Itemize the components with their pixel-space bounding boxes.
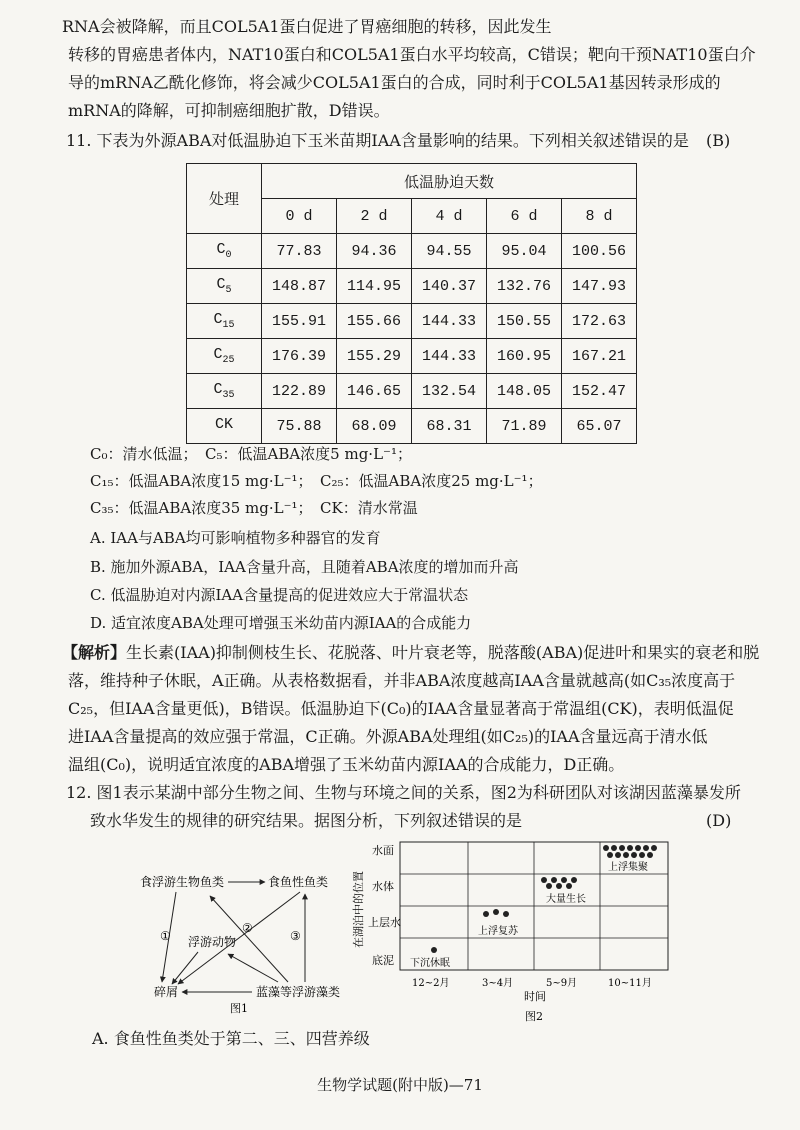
q12-stem-2: 致水华发生的规律的研究结果。据图分析，下列叙述错误的是 <box>90 811 523 830</box>
table-cell: 155.66 <box>337 304 412 339</box>
q12-answer: (D) <box>706 811 732 830</box>
table-cell: 68.31 <box>412 409 487 444</box>
day-header: 6 d <box>487 199 562 234</box>
q11-stem <box>66 130 689 152</box>
table-cell: 94.55 <box>412 234 487 269</box>
table-row-header: 处理 <box>187 164 262 234</box>
table-row <box>187 269 637 304</box>
stage-label: 上浮集聚 <box>608 862 648 873</box>
analysis-line-4: 进IAA含量提高的效应强于常温，C正确。外源ABA处理组(如C₂₅)的IAA含量远高于清水低 <box>68 727 708 746</box>
day-header: 4 d <box>412 199 487 234</box>
x-tick: 10~11月 <box>608 978 652 989</box>
table-cell: 172.63 <box>562 304 637 339</box>
x-tick: 12~2月 <box>412 978 450 989</box>
stage-label: 下沉休眠 <box>410 958 450 969</box>
y-level: 上层水 <box>368 916 401 929</box>
table-cell: 176.39 <box>262 339 337 374</box>
table-cell: 100.56 <box>562 234 637 269</box>
table-cell: 155.29 <box>337 339 412 374</box>
q11-option-b: B. 施加外源ABA，IAA含量升高，且随着ABA浓度的增加而升高 <box>90 558 519 576</box>
table-row <box>187 304 637 339</box>
analysis-line-1 <box>62 642 759 664</box>
day-header: 8 d <box>562 199 637 234</box>
intro-line-4: mRNA的降解，可抑制癌细胞扩散，D错误。 <box>68 101 390 120</box>
table-group-header: 低温胁迫天数 <box>262 164 637 199</box>
table-cell: 148.87 <box>262 269 337 304</box>
y-level: 底泥 <box>372 954 394 967</box>
table-cell: 146.65 <box>337 374 412 409</box>
q11-option-c: C. 低温胁迫对内源IAA含量提高的促进效应大于常温状态 <box>90 586 469 604</box>
analysis-line-5: 温组(C₀)，说明适宜浓度的ABA增强了玉米幼苗内源IAA的合成能力，D正确。 <box>68 755 625 774</box>
node-debris: 碎屑 <box>154 985 179 999</box>
x-axis-label: 时间 <box>524 990 546 1003</box>
row-label: $C_0$ <box>187 234 262 269</box>
q12-stem-1: 12. 图1表示某湖中部分生物之间、生物与环境之间的关系，图2为科研团队对该湖因蓝藻暴发所 <box>66 783 741 802</box>
table-cell: 155.91 <box>262 304 337 339</box>
table-cell: 140.37 <box>412 269 487 304</box>
row-label: CK <box>187 409 262 444</box>
intro-line-2: 转移的胃癌患者体内，NAT10蛋白和COL5A1蛋白水平均较高，C错误；靶向干预NAT10蛋白介 <box>68 45 756 64</box>
table-cell: 144.33 <box>412 304 487 339</box>
food-web-figure <box>120 860 350 1020</box>
table-cell: 122.89 <box>262 374 337 409</box>
row-label: $C_5$ <box>187 269 262 304</box>
node-piscivorous-fish: 食鱼性鱼类 <box>268 875 329 889</box>
node-plankton-fish: 食浮游生物鱼类 <box>140 875 225 889</box>
figure-2-caption: 图2 <box>525 1010 543 1023</box>
table-row <box>187 409 637 444</box>
analysis-line-3: C₂₅，但IAA含量更低)，B错误。低温胁迫下(C₀)的IAA含量显著高于常温组(CK)，表明低温促 <box>68 699 734 718</box>
row-label: $C_{35}$ <box>187 374 262 409</box>
marker-1: ① <box>160 929 171 943</box>
y-level: 水面 <box>372 844 394 857</box>
q11-option-a: A. IAA与ABA均可影响植物多种器官的发育 <box>90 529 381 547</box>
analysis-line-2: 落，维持种子休眠，A正确。从表格数据看，并非ABA浓度越高IAA含量就越高(如C₃₅浓度高于 <box>68 671 736 690</box>
table-cell: 152.47 <box>562 374 637 409</box>
table-cell: 144.33 <box>412 339 487 374</box>
day-header: 2 d <box>337 199 412 234</box>
table-cell: 160.95 <box>487 339 562 374</box>
bloom-pattern-figure <box>350 838 680 1028</box>
table-cell: 65.07 <box>562 409 637 444</box>
table-row <box>187 374 637 409</box>
table-cell: 75.88 <box>262 409 337 444</box>
table-cell: 132.76 <box>487 269 562 304</box>
stage-label: 上浮复苏 <box>478 926 518 937</box>
x-tick: 3~4月 <box>482 978 514 989</box>
q11-option-d: D. 适宜浓度ABA处理可增强玉米幼苗内源IAA的合成能力 <box>90 614 472 632</box>
row-label: $C_{25}$ <box>187 339 262 374</box>
stage-label: 大量生长 <box>546 894 586 905</box>
arrow <box>228 954 278 982</box>
table-cell: 150.55 <box>487 304 562 339</box>
page-footer: 生物学试题(附中版)—71 <box>317 1076 483 1094</box>
table-cell: 95.04 <box>487 234 562 269</box>
node-algae: 蓝藻等浮游藻类 <box>256 985 341 999</box>
x-tick: 5~9月 <box>546 978 578 989</box>
y-level: 水体 <box>372 880 394 893</box>
intro-line-1: RNA会被降解，而且COL5A1蛋白促进了胃癌细胞的转移，因此发生 <box>62 17 552 36</box>
table-cell: 147.93 <box>562 269 637 304</box>
table-note-3: C₃₅：低温ABA浓度35 mg·L⁻¹； CK：清水常温 <box>90 499 418 517</box>
figure-1-caption: 图1 <box>230 1002 248 1015</box>
intro-line-3: 导的mRNA乙酰化修饰，将会减少COL5A1蛋白的合成，同时利于COL5A1基因转录形成的 <box>68 73 721 92</box>
table-cell: 148.05 <box>487 374 562 409</box>
day-header: 0 d <box>262 199 337 234</box>
marker-2: ② <box>242 921 253 935</box>
table-cell: 68.09 <box>337 409 412 444</box>
table-cell: 114.95 <box>337 269 412 304</box>
node-zooplankton: 浮游动物 <box>188 935 237 949</box>
table-cell: 167.21 <box>562 339 637 374</box>
marker-3: ③ <box>290 929 301 943</box>
aba-iaa-table <box>186 163 637 444</box>
table-cell: 77.83 <box>262 234 337 269</box>
analysis-tag: 【解析】 <box>62 643 127 662</box>
y-axis-label: 在湖泊中的位置 <box>352 871 365 948</box>
table-cell: 71.89 <box>487 409 562 444</box>
table-row <box>187 339 637 374</box>
table-note-1: C₀：清水低温； C₅：低温ABA浓度5 mg·L⁻¹； <box>90 445 412 463</box>
table-row <box>187 234 637 269</box>
analysis-text: 生长素(IAA)抑制侧枝生长、花脱落、叶片衰老等，脱落酸(ABA)促进叶和果实的衰老和脱 <box>126 643 760 662</box>
table-cell: 94.36 <box>337 234 412 269</box>
q11-stem-text: 11. 下表为外源ABA对低温胁迫下玉米苗期IAA含量影响的结果。下列相关叙述错误的是 <box>66 131 689 150</box>
table-cell: 132.54 <box>412 374 487 409</box>
table-note-2: C₁₅：低温ABA浓度15 mg·L⁻¹； C₂₅：低温ABA浓度25 mg·L⁻¹； <box>90 472 543 490</box>
q12-option-a: A. 食鱼性鱼类处于第二、三、四营养级 <box>92 1029 370 1048</box>
row-label: $C_{15}$ <box>187 304 262 339</box>
q11-answer: (B) <box>706 131 731 150</box>
